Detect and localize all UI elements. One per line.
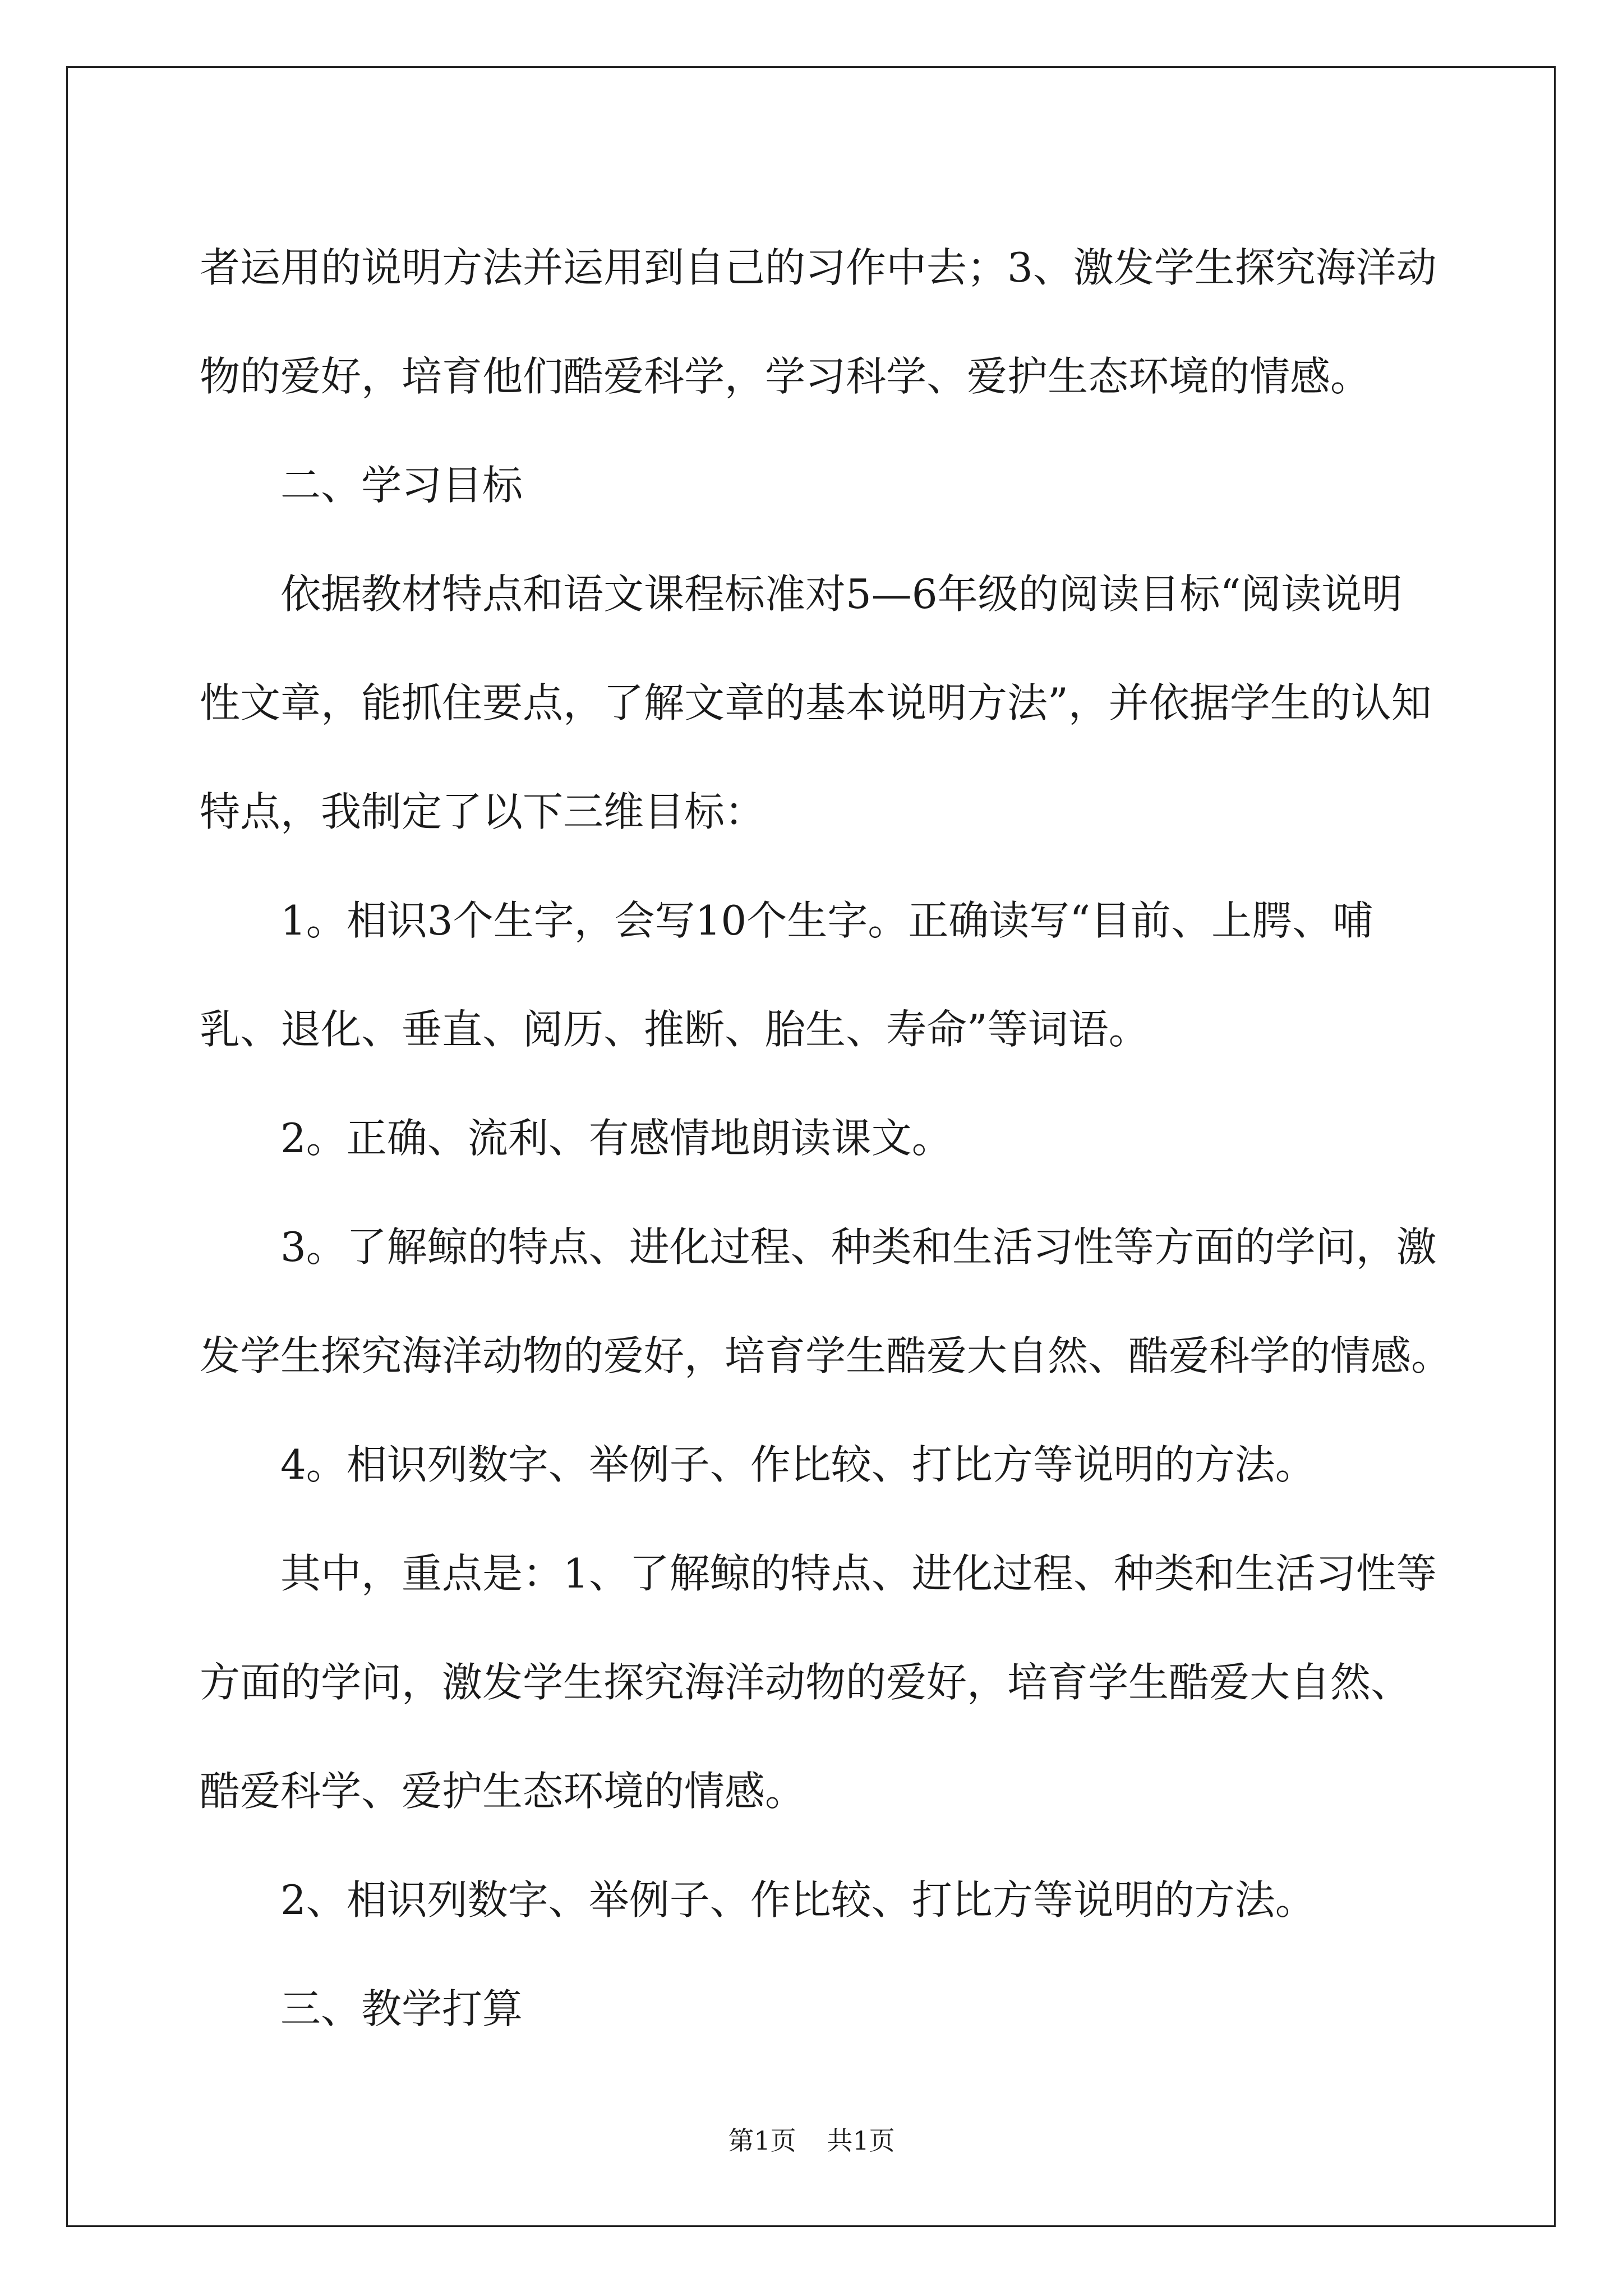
text-line: 性文章，能抓住要点，了解文章的基本说明方法”，并依据学生的认知 xyxy=(200,679,1432,726)
text-line: 酷爱科学、爱护生态环境的情感。 xyxy=(200,1768,806,1815)
text-line: 乳、退化、垂直、阅历、推断、胎生、寿命”等词语。 xyxy=(200,1006,1149,1053)
list-item: 2、相识列数字、举例子、作比较、打比方等说明的方法。 xyxy=(280,1876,1316,1924)
document-body xyxy=(200,213,1452,2063)
text-line: 方面的学问，激发学生探究海洋动物的爱好，培育学生酷爱大自然、 xyxy=(200,1659,1412,1706)
text-line: 依据教材特点和语文课程标准对5—6年级的阅读目标“阅读说明 xyxy=(280,570,1403,618)
list-item: 4。相识列数字、举例子、作比较、打比方等说明的方法。 xyxy=(280,1441,1316,1488)
text-line: 其中，重点是：1、了解鲸的特点、进化过程、种类和生活习性等 xyxy=(280,1550,1437,1597)
text-line: 特点，我制定了以下三维目标： xyxy=(200,788,766,835)
list-item: 2。正确、流利、有感情地朗读课文。 xyxy=(280,1115,952,1162)
text-line: 发学生探究海洋动物的爱好，培育学生酷爱大自然、酷爱科学的情感。 xyxy=(200,1332,1452,1379)
page-number-total: 共1页 xyxy=(827,2125,895,2156)
page-number-current: 第1页 xyxy=(728,2125,796,2156)
list-item: 3。了解鲸的特点、进化过程、种类和生活习性等方面的学问，激 xyxy=(280,1223,1437,1271)
list-item: 1。相识3个生字，会写10个生字。正确读写“目前、上腭、哺 xyxy=(280,897,1373,944)
text-line: 者运用的说明方法并运用到自己的习作中去；3、激发学生探究海洋动 xyxy=(200,244,1437,291)
page-footer xyxy=(0,2120,1623,2157)
section-heading: 二、学习目标 xyxy=(280,462,523,509)
text-line: 物的爱好，培育他们酷爱科学，学习科学、爱护生态环境的情感。 xyxy=(200,353,1371,400)
section-heading: 三、教学打算 xyxy=(280,1985,523,2032)
